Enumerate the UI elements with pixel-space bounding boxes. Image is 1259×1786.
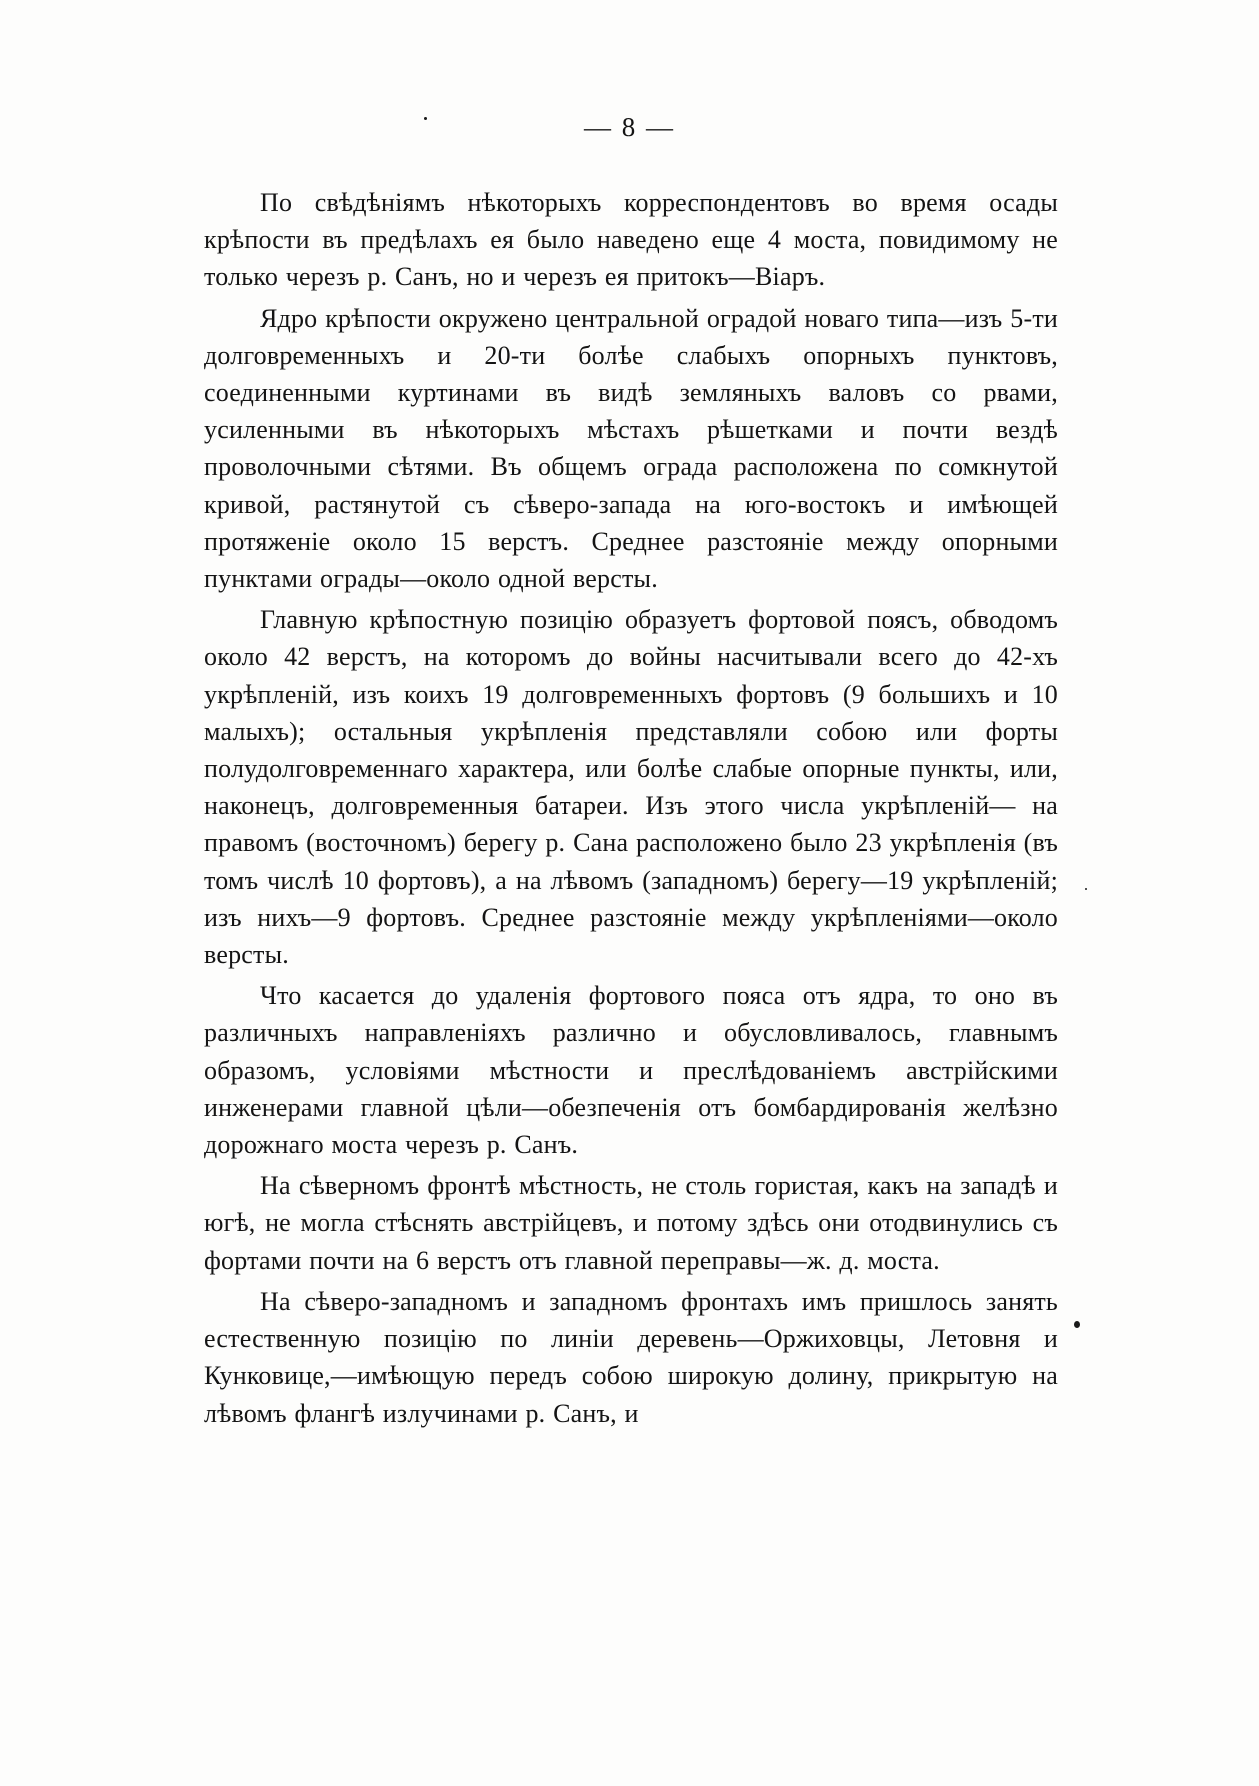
paragraph-3: Главную крѣпостную позицію образуетъ фортовой поясъ, обводомъ около 42 верстъ, на которомъ до войны насчитывали всего до 42-хъ укрѣпленій, изъ коихъ 19 долговременныхъ фортовъ (9 большихъ и 10 малыхъ); остальныя укрѣпленія представляли собою или форты полудолговременнаго характера, или болѣе слабые опорные пункты, или, наконецъ, долговременныя батареи. Изъ этого числа укрѣпленій— на правомъ (восточномъ) берегу р. Сана расположено было 23 укрѣпленія (въ томъ числѣ 10 фортовъ), а на лѣвомъ (западномъ) берегу—19 укрѣпленій; изъ нихъ—9 фортовъ. Среднее разстояніе между укрѣпленіями—около версты.	[204, 605, 1058, 970]
paragraph-4: Что касается до удаленія фортового пояса отъ ядра, то оно въ различныхъ направленіяхъ различно и обусловливалось, главнымъ образомъ, условіями мѣстности и преслѣдованіемъ австрійскими инженерами главной цѣли—обезпеченія отъ бомбардированія желѣзно дорожнаго моста черезъ р. Санъ.	[204, 981, 1058, 1160]
scan-speck	[1074, 1321, 1080, 1328]
paragraph-1: По свѣдѣніямъ нѣкоторыхъ корреспондентовъ во время осады крѣпости въ предѣлахъ ея было наведено еще 4 моста, повидимому не только чeрезъ р. Санъ, но и черезъ ея притокъ—Віаръ.	[204, 188, 1058, 292]
paragraph-6: На сѣверо-западномъ и западномъ фронтахъ имъ пришлось занять естественную позицію по линіи деревень—Оржиховцы, Летовня и Кунковице,—имѣющую передъ собою широкую долину, прикрытую на лѣвомъ флангѣ излучинами р. Санъ, и	[204, 1286, 1058, 1428]
scan-speck	[424, 117, 427, 120]
paragraph-5: На сѣверномъ фронтѣ мѣстность, не столь гористая, какъ на западѣ и югѣ, не могла стѣснять австрійцевъ, и потому здѣсь они отодвинулись съ фортами почти на 6 верстъ отъ главной переправы—ж. д. моста.	[204, 1171, 1058, 1275]
body-text	[204, 184, 1058, 1436]
scan-speck	[1085, 888, 1087, 890]
page-number: — 8 —	[584, 112, 675, 142]
paragraph-2: Ядро крѣпости окружено центральной оградой новаго типа—изъ 5-ти долговременныхъ и 20-ти болѣе слабыхъ опорныхъ пунктовъ, соединенными куртинами въ видѣ земляныхъ валовъ со рвами, усиленными въ нѣкоторыхъ мѣстахъ рѣшетками и почти вездѣ проволочными сѣтями. Въ общемъ ограда расположена по сомкнутой кривой, растянутой съ сѣверо-запада на юго-востокъ и имѣющей протяженіе около 15 верстъ. Среднее разстояніе между опорными пунктами ограды—около одной версты.	[204, 303, 1058, 594]
